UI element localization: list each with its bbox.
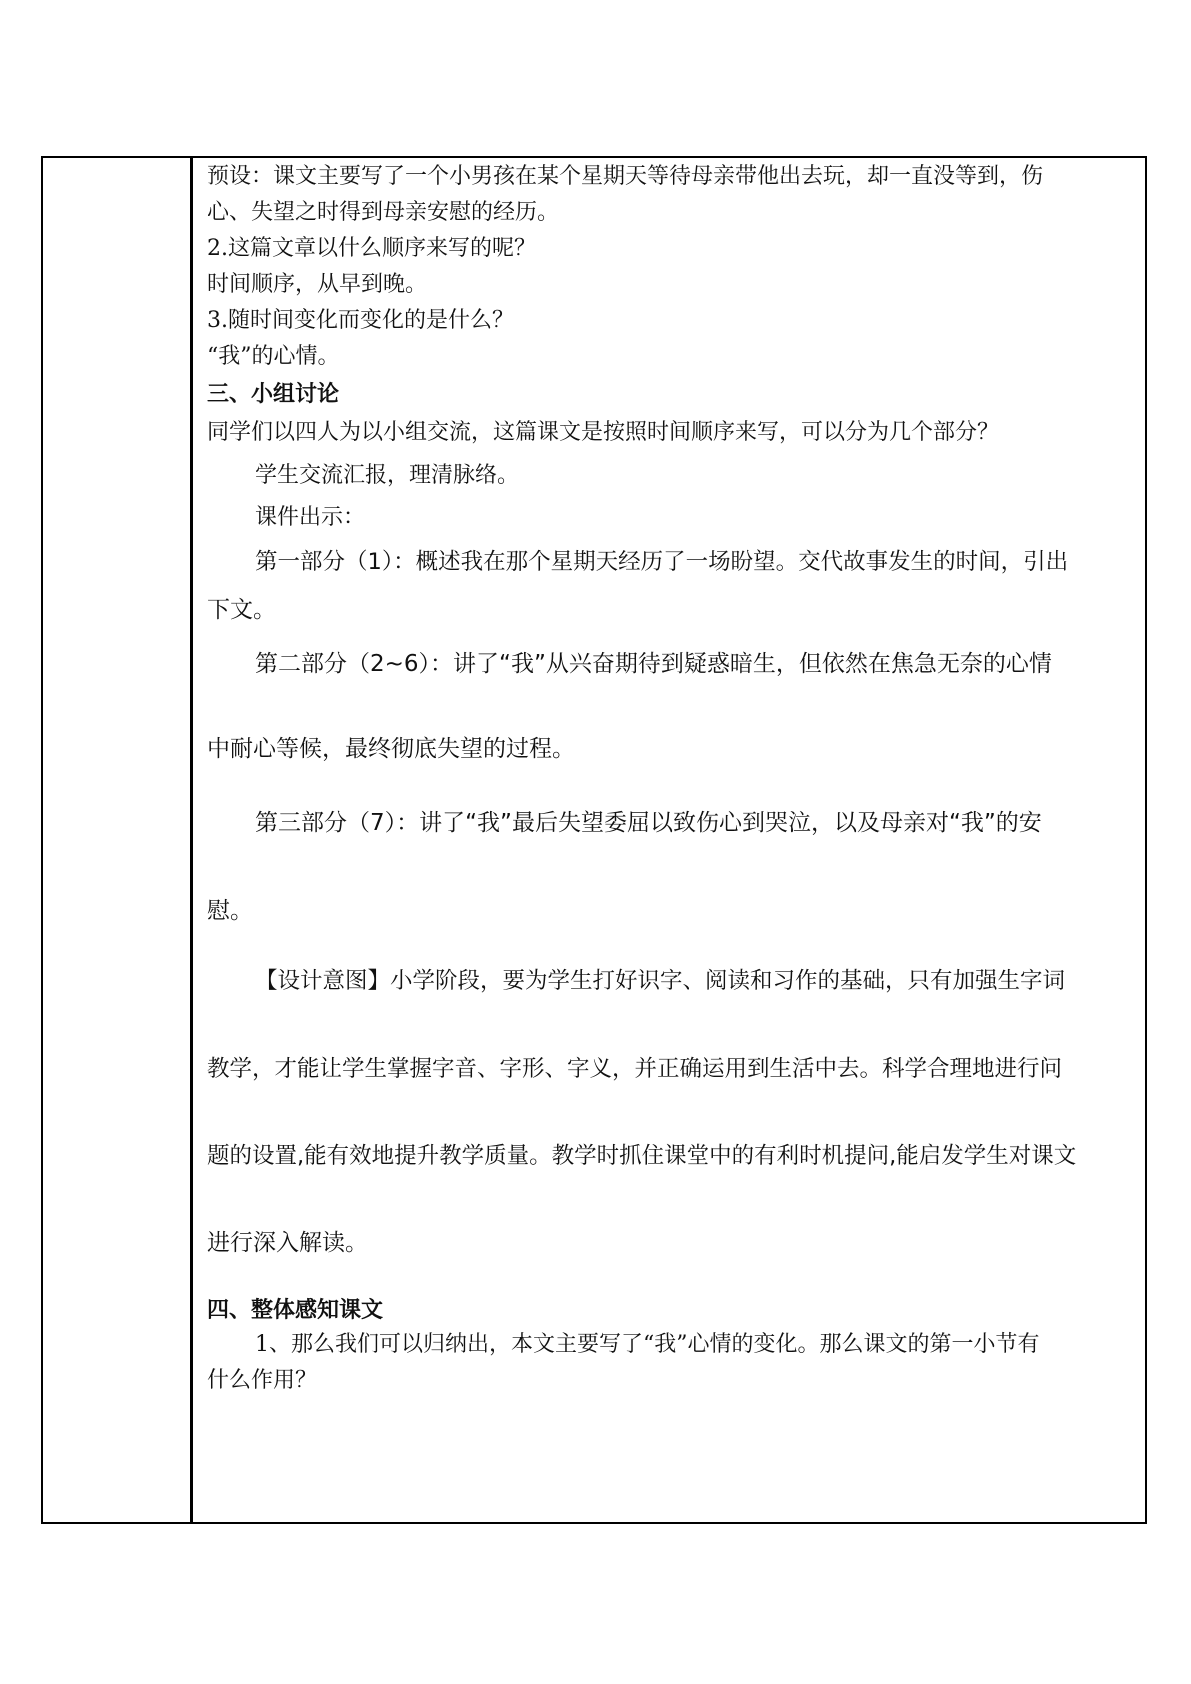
text-line: 慰。 <box>207 898 253 924</box>
section-heading: 三、小组讨论 <box>207 382 340 407</box>
lesson-table <box>41 156 1147 1524</box>
text-line: 第三部分（7）：讲了“我”最后失望委屈以致伤心到哭泣，以及母亲对“我”的安 <box>255 810 1042 836</box>
text-line: 第一部分（1）：概述我在那个星期天经历了一场盼望。交代故事发生的时间，引出 <box>255 549 1069 575</box>
text-line: “我”的心情。 <box>207 344 340 369</box>
text-line: 同学们以四人为以小组交流，这篇课文是按照时间顺序来写，可以分为几个部分？ <box>207 420 1000 445</box>
text-line: 1、那么我们可以归纳出，本文主要写了“我”心情的变化。那么课文的第一小节有 <box>255 1332 1040 1357</box>
text-line: 时间顺序，从早到晚。 <box>207 272 428 297</box>
text-line: 课件出示： <box>255 505 366 530</box>
text-line: 中耐心等候，最终彻底失望的过程。 <box>207 736 575 762</box>
left-column <box>43 158 193 1522</box>
text-line: 进行深入解读。 <box>207 1230 368 1256</box>
text-line: 学生交流汇报，理清脉络。 <box>255 463 520 488</box>
text-line: 第二部分（2~6）：讲了“我”从兴奋期待到疑惑暗生，但依然在焦急无奈的心情 <box>255 651 1052 677</box>
text-line: 下文。 <box>207 597 276 623</box>
text-line: 2.这篇文章以什么顺序来写的呢？ <box>207 236 536 261</box>
text-line: 教学，才能让学生掌握字音、字形、字义，并正确运用到生活中去。科学合理地进行问 <box>207 1056 1063 1082</box>
text-line: 心、失望之时得到母亲安慰的经历。 <box>207 200 560 225</box>
text-line: 什么作用？ <box>207 1368 318 1393</box>
section-heading: 四、整体感知课文 <box>207 1298 384 1323</box>
text-line: 3.随时间变化而变化的是什么？ <box>207 308 514 333</box>
text-line: 预设：课文主要写了一个小男孩在某个星期天等待母亲带他出去玩，却一直没等到，伤 <box>207 164 1044 189</box>
text-line: 【设计意图】小学阶段，要为学生打好识字、阅读和习作的基础，只有加强生字词 <box>255 968 1066 994</box>
text-line: 题的设置,能有效地提升教学质量。教学时抓住课堂中的有利时机提问,能启发学生对课文 <box>207 1143 1077 1169</box>
